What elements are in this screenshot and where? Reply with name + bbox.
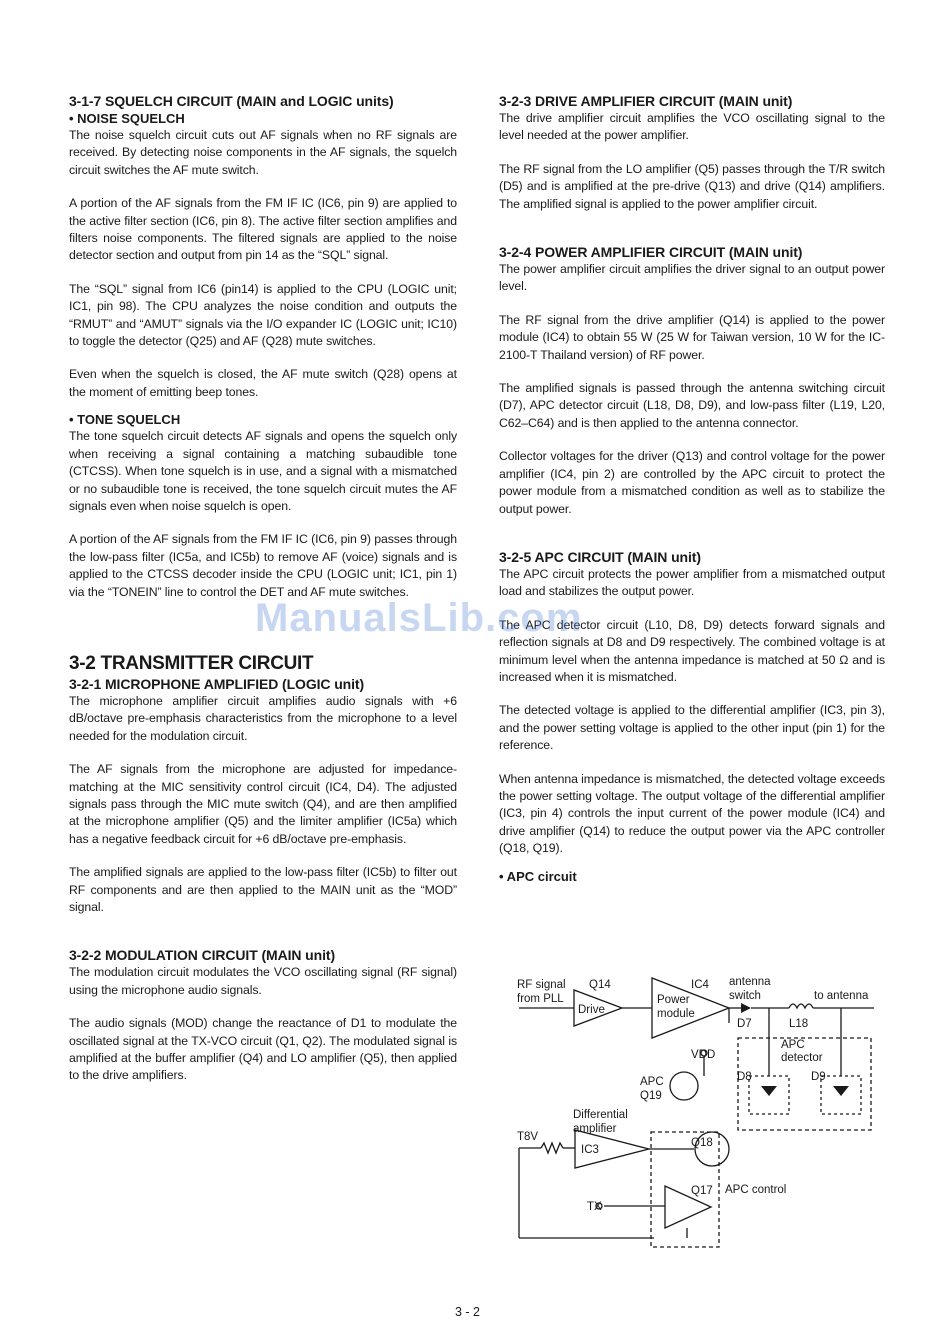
page-number: 3 - 2	[455, 1305, 481, 1319]
t8v-resistor	[541, 1143, 563, 1153]
label-apc-control: APC control	[725, 1184, 787, 1196]
drive-paragraph-1: The drive amplifier circuit amplifies the VCO oscillating signal to the level needed at the power amplifier.	[499, 111, 885, 143]
apc-circuit-diagram	[499, 968, 889, 1253]
label-ic4: IC4	[691, 979, 709, 991]
section-3-1-7-title: 3-1-7 SQUELCH CIRCUIT (MAIN and LOGIC units)	[69, 93, 394, 109]
label-ic3: IC3	[581, 1144, 599, 1156]
label-q14: Q14	[589, 979, 611, 991]
drive-paragraph-2: The RF signal from the LO amplifier (Q5) passes through the T/R switch (D5) and is amplified at the pre-drive (Q13) and drive (Q14) amplifiers. The amplified signal is applied to the power amplifier circuit.	[499, 161, 885, 211]
noise-squelch-paragraph-2: A portion of the AF signals from the FM IF IC (IC6, pin 9) are applied to the active filter section (IC6, pin 8). The active filter section amplifies and filters noise components. The filtered signals are applied to the noise detector section and output from pin 14 as the “SQL” signal.	[69, 196, 457, 263]
label-switch: switch	[729, 990, 761, 1002]
section-3-2-title: 3-2 TRANSMITTER CIRCUIT	[69, 652, 314, 674]
label-apc: APC	[781, 1039, 805, 1051]
pa-paragraph-4: Collector voltages for the driver (Q13) and control voltage for the power amplifier (IC4, pin 2) are controlled by the APC circuit to protect the power module from a mismatched condition as well as to stabilize the output power.	[499, 449, 885, 516]
mic-paragraph-2: The AF signals from the microphone are adjusted for impedance-matching at the MIC sensitivity control circuit (IC4, D4). The adjusted signals pass through the MIC mute switch (Q4), and are then amplified at the microphone amplifier (Q5) and the limiter amplifier (IC5a) which has a negative feedback circuit for +6 dB/octave pre-emphasis.	[69, 762, 457, 846]
noise-squelch-paragraph-1: The noise squelch circuit cuts out AF signals when no RF signals are received. By detecting noise components in the AF signals, the squelch circuit switches the AF mute switch.	[69, 128, 457, 177]
section-3-2-2-title: 3-2-2 MODULATION CIRCUIT (MAIN unit)	[69, 947, 336, 964]
label-detector: detector	[781, 1052, 823, 1064]
apc-paragraph-3: The detected voltage is applied to the differential amplifier (IC3, pin 3), and the power setting voltage is applied to the other input (pin 1) for the reference.	[499, 703, 885, 753]
pa-paragraph-3: The amplified signals is passed through the antenna switching circuit (D7), APC detector circuit (L18, D8, D9), and low-pass filter (L19, L20, C62–C64) and is then applied to the antenna connector.	[499, 381, 885, 430]
q19-transistor	[670, 1072, 698, 1100]
left-column	[69, 92, 457, 1085]
label-vdd: VDD	[691, 1049, 716, 1061]
apc-paragraph-1: The APC circuit protects the power amplifier from a mismatched output load and stabilizes the output power.	[499, 566, 885, 599]
watermark: ManualsLib.com	[255, 596, 583, 640]
section-3-2-1-title: 3-2-1 MICROPHONE AMPLIFIED (LOGIC unit)	[69, 675, 365, 692]
noise-squelch-paragraph-4: Even when the squelch is closed, the AF mute switch (Q28) opens at the moment of emitting beep tones.	[69, 367, 457, 399]
section-3-2-4-title: 3-2-4 POWER AMPLIFIER CIRCUIT (MAIN unit)	[499, 244, 803, 261]
label-d8: D8	[737, 1071, 752, 1083]
apc-circuit-heading: • APC circuit	[499, 868, 577, 884]
label-q17: Q17	[691, 1185, 713, 1197]
label-d9: D9	[811, 1071, 826, 1083]
label-tx: TX	[587, 1201, 602, 1213]
label-rf-signal: RF signal	[517, 979, 566, 991]
mod-paragraph-2: The audio signals (MOD) change the reactance of D1 to modulate the oscillated signal at the TX-VCO circuit (Q1, Q2). The modulated signal is amplified at the buffer amplifier (Q4) and LO amplifier (Q5), then applied to the drive amplifiers.	[69, 1016, 457, 1083]
label-module: module	[657, 1008, 695, 1020]
label-l18: L18	[789, 1018, 809, 1030]
label-apc-q19: APC	[640, 1076, 664, 1088]
label-power: Power	[657, 994, 690, 1006]
tone-squelch-heading: • TONE SQUELCH	[69, 412, 181, 428]
pa-paragraph-2: The RF signal from the drive amplifier (Q14) is applied to the power module (IC4) to obtain 55 W (25 W for Taiwan version, 10 W for the IC-2100-T Thailand version) of RF power.	[499, 312, 885, 362]
noise-squelch-heading: • NOISE SQUELCH	[69, 111, 185, 126]
label-differential: Differential	[573, 1109, 628, 1121]
mic-paragraph-1: The microphone amplifier circuit amplifies audio signals with +6 dB/octave pre-emphasis characteristics from the microphone to a level needed for the modulation circuit.	[69, 693, 457, 743]
label-from-pll: from PLL	[517, 993, 564, 1005]
apc-paragraph-2: The APC detector circuit (L10, D8, D9) detects forward signals and reflection signals at D8 and D9 respectively. The combined voltage is at minimum level when the antenna impedance is matched at 50 Ω and is increased when it is mismatched.	[499, 617, 885, 684]
pa-paragraph-1: The power amplifier circuit amplifies the driver signal to an output power level.	[499, 262, 885, 294]
label-q18: Q18	[691, 1137, 713, 1149]
label-d7: D7	[737, 1018, 752, 1030]
right-column	[499, 92, 885, 885]
l18-coil	[789, 1004, 813, 1008]
label-amplifier: amplifier	[573, 1123, 617, 1135]
label-drive: Drive	[578, 1004, 605, 1016]
label-antenna: antenna	[729, 976, 771, 988]
section-3-2-3-title: 3-2-3 DRIVE AMPLIFIER CIRCUIT (MAIN unit)	[499, 93, 793, 109]
label-q19: Q19	[640, 1090, 662, 1102]
label-to-antenna: to antenna	[814, 990, 869, 1002]
apc-paragraph-4: When antenna impedance is mismatched, the detected voltage exceeds the power setting voltage. The output voltage of the differential amplifier (IC3, pin 4) controls the input current of the power module (IC4) and drive amplifier (Q14) to reduce the output power via the APC controller (Q18, Q19).	[499, 771, 885, 856]
section-3-2-5-title: 3-2-5 APC CIRCUIT (MAIN unit)	[499, 548, 701, 565]
tone-squelch-paragraph-1: The tone squelch circuit detects AF signals and opens the squelch only when receiving a signal containing a matching subaudible tone (CTCSS). When tone squelch is in use, and a signal with a mismatched or no subaudible tone is received, the tone squelch circuit mutes the AF signals even when noise squelch is open.	[69, 429, 457, 513]
d9-diode-symbol	[833, 1086, 849, 1096]
mod-paragraph-1: The modulation circuit modulates the VCO oscillating signal (RF signal) using the microphone audio signals.	[69, 965, 457, 997]
noise-squelch-paragraph-3: The “SQL” signal from IC6 (pin14) is applied to the CPU (LOGIC unit; IC1, pin 98). The CPU analyzes the noise condition and outputs the “RMUT” and “AMUT” signals via the I/O expander IC (LOGIC unit; IC10) to toggle the detector (Q25) and AF (Q28) mute switches.	[69, 281, 457, 349]
d8-diode-symbol	[761, 1086, 777, 1096]
mic-paragraph-3: The amplified signals are applied to the low-pass filter (IC5b) to filter out RF components and are then applied to the MAIN unit as the “MOD” signal.	[69, 865, 457, 914]
label-t8v: T8V	[517, 1131, 539, 1143]
d7-diode-symbol	[741, 1003, 751, 1013]
tone-squelch-paragraph-2: A portion of the AF signals from the FM IF IC (IC6, pin 9) passes through the low-pass filter (IC5a, and IC5b) to remove AF (voice) signals and is applied to the CTCSS decoder inside the CPU (LOGIC unit; IC1, pin 1) via the “TONEIN” line to control the DET and AF mute switches.	[69, 532, 457, 599]
